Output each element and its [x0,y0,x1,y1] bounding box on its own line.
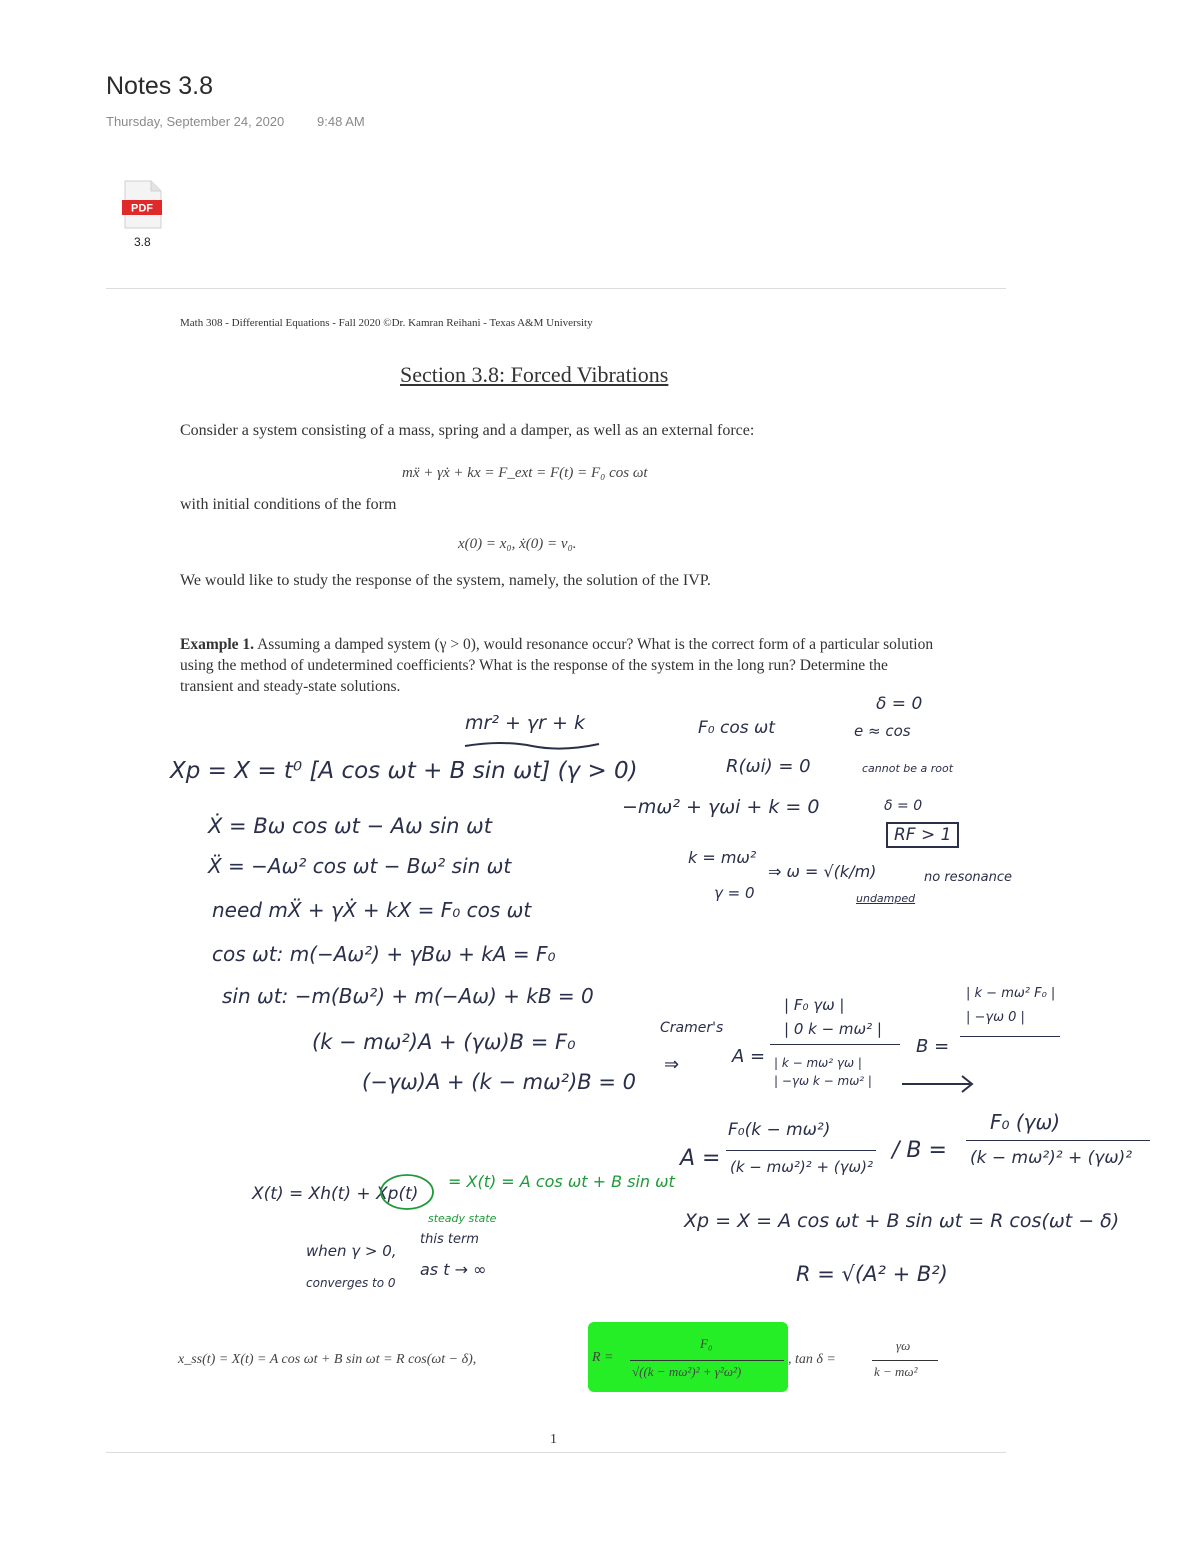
hw-cos-eq: cos ωt: m(−Aω²) + γBω + kA = F₀ [212,942,556,966]
hw-steady-note: steady state [428,1212,497,1225]
r-label: R = [592,1350,614,1365]
hw-as-t: as t → ∞ [420,1260,487,1279]
hw-b-sol-bar [966,1140,1150,1141]
hw-g0: γ = 0 [714,884,755,902]
tan-label: , tan δ = [788,1352,836,1367]
hw-this-term: this term [420,1232,479,1247]
note-title: Notes 3.8 [106,72,214,100]
hw-r-eq: R = √(A² + B²) [796,1262,948,1286]
note-time: 9:48 AM [317,114,365,129]
hw-a-sol-num: F₀(k − mω²) [728,1120,831,1140]
pdf-badge: PDF [131,202,153,215]
attachment-name[interactable]: 3.8 [134,235,151,249]
hw-b-label: B = [916,1036,950,1057]
hw-converges: converges to 0 [306,1276,396,1290]
example-label: Example 1. [180,636,255,653]
hw-roots: −mω² + γωi + k = 0 [622,796,820,818]
hw-xdot: Ẋ = Bω cos ωt − Aω sin ωt [208,814,492,838]
hw-f0cos: F₀ cos ωt [698,718,775,738]
study-text: We would like to study the response of the system, namely, the solution of the IVP. [180,572,711,589]
hw-circle [378,1172,436,1212]
hw-det-a-top: | F₀ γω | [784,996,845,1014]
divider-top [106,288,1006,289]
highlight [588,1322,788,1392]
hw-b-sol-num: F₀ (γω) [990,1110,1061,1134]
hw-when: when γ > 0, [306,1242,397,1260]
hw-a-label: A = [732,1046,766,1067]
hw-cramers: Cramer's [660,1020,724,1036]
page-number: 1 [550,1432,557,1447]
hw-det-a-bot2: | −γω k − mω² | [774,1074,872,1088]
hw-char-eq: mr² + γr + k [465,712,585,734]
hw-need: need mẌ + γẊ + kX = F₀ cos ωt [212,898,532,922]
hw-sys1: (k − mω²)A + (γω)B = F₀ [312,1030,576,1054]
hw-det-b-bar [960,1036,1060,1037]
hw-a-sol-label: A = [680,1146,721,1171]
hw-xp-form: Xp = X = t⁰ [A cos ωt + B sin ωt] (γ > 0) [170,758,638,784]
example-text: Assuming a damped system (γ > 0), would resonance occur? What is the correct form of a particular solution using the method of undetermined coefficients? What is the response of the system in the long run? Determine the transient and steady-state solutions. [180,636,934,695]
hw-det-a-bar [770,1044,900,1045]
hw-implies: ⇒ [664,1054,680,1075]
hw-b-sol-den: (k − mω²)² + (γω)² [970,1148,1133,1168]
course-header: Math 308 - Differential Equations - Fall 2020 ©Dr. Kamran Reihani - Texas A&M University [180,317,593,329]
equation-ic: x(0) = x₀, ẋ(0) = v₀. [458,536,577,552]
hw-xp-r: Xp = X = A cos ωt + B sin ωt = R cos(ωt − δ) [684,1210,1120,1232]
hw-sin-eq: sin ωt: −m(Bω²) + m(−Aω) + kB = 0 [222,984,594,1008]
hw-w-eq: ⇒ ω = √(k/m) [768,862,877,881]
divider-bottom [106,1452,1006,1453]
hw-xt-green: = X(t) = A cos ωt + B sin ωt [448,1172,675,1191]
hw-delta0: δ = 0 [876,694,923,714]
hw-xt: X(t) = Xh(t) + Xp(t) [252,1184,419,1204]
hw-a-sol-bar [726,1150,876,1151]
hw-undamped: undamped [856,892,916,905]
hw-det-a-bot: | k − mω² γω | [774,1056,862,1070]
hw-r-wi: R(ωi) = 0 [726,756,811,777]
r-fraction-bar [630,1360,784,1361]
tan-numerator: γω [896,1338,911,1353]
example-1 [180,634,940,697]
tan-denominator: k − mω² [874,1364,918,1379]
hw-rf-box: RF > 1 [886,822,959,848]
hw-e-cos: e ≈ cos [854,722,911,740]
hw-char-eq-underline [462,738,602,752]
equation-main: mẍ + γẋ + kx = F_ext = F(t) = F₀ cos ωt [402,465,648,481]
hw-det-a-mid: | 0 k − mω² | [784,1020,882,1038]
steady-state-formula: x_ss(t) = X(t) = A cos ωt + B sin ωt = R cos(ωt − δ), [178,1352,477,1367]
hw-xddot: Ẍ = −Aω² cos ωt − Bω² sin ωt [208,854,512,878]
r-denominator: √((k − mω²)² + γ²ω²) [632,1364,742,1379]
hw-cannot: cannot be a root [862,762,954,775]
intro-text: Consider a system consisting of a mass, spring and a damper, as well as an external force: [180,422,755,439]
hw-delta0b: δ = 0 [884,798,923,814]
hw-no-resonance: no resonance [924,870,1012,885]
ic-text: with initial conditions of the form [180,496,397,513]
r-numerator: F₀ [700,1336,713,1351]
hw-a-sol-den: (k − mω²)² + (γω)² [730,1158,873,1176]
pdf-file-icon[interactable] [121,180,163,230]
hw-b-sol-label: / B = [892,1138,947,1163]
hw-k-mw: k = mω² [688,848,757,867]
section-title: Section 3.8: Forced Vibrations [400,362,669,387]
hw-det-b-top: | k − mω² F₀ | [966,986,1056,1001]
hw-arrow [900,1064,980,1094]
hw-det-b-mid: | −γω 0 | [966,1010,1025,1025]
hw-sys2: (−γω)A + (k − mω²)B = 0 [362,1070,636,1094]
tan-fraction-bar [872,1360,938,1361]
note-date: Thursday, September 24, 2020 [106,114,285,129]
